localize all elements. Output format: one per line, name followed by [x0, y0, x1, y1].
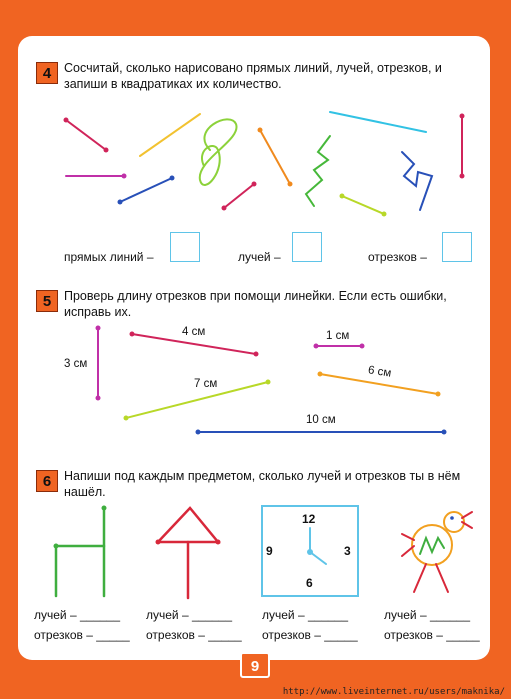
- rays-answer-2[interactable]: лучей – ______: [146, 608, 233, 622]
- segment-red: [66, 120, 106, 150]
- rays-answer-1[interactable]: лучей – ______: [34, 608, 121, 622]
- line-yellow: [140, 114, 200, 156]
- footer-url: http://www.liveinternet.ru/users/maknika/: [282, 687, 505, 697]
- length-label-10cm: 10 см: [306, 414, 336, 426]
- clock-12: 12: [302, 512, 316, 526]
- length-label-7cm: 7 см: [194, 378, 218, 390]
- page-number: 9: [240, 652, 270, 678]
- length-label-6cm: 6 см: [367, 364, 393, 380]
- broken-line-blue: [402, 152, 432, 210]
- answer-box-segments[interactable]: [442, 232, 472, 262]
- label-segments: отрезков –: [368, 250, 427, 264]
- task-5-text: Проверь длину отрезков при помощи линейки. Если есть ошибки, исправь их.: [64, 289, 447, 319]
- label-lines: прямых линий –: [64, 250, 154, 264]
- object-umbrella: [156, 508, 221, 598]
- label-rays: лучей –: [238, 250, 281, 264]
- task-6-text: Напиши под каждым предметом, сколько лучей и отрезков ты в нём нашёл.: [64, 469, 461, 499]
- segment-red-2: [224, 184, 254, 208]
- task-4-text: Сосчитай, сколько нарисовано прямых линий, лучей, отрезков, и запиши в квадратиках их количество.: [64, 61, 442, 91]
- rays-answer-3[interactable]: лучей – ______: [262, 608, 349, 622]
- segment-orange: [260, 130, 290, 184]
- clock-3: 3: [344, 544, 351, 558]
- segment-lime: [342, 196, 384, 214]
- segments-answer-4[interactable]: отрезков – _____: [384, 628, 480, 642]
- segment-blue: [120, 178, 172, 202]
- segments-answer-1[interactable]: отрезков – _____: [34, 628, 130, 642]
- task-4-number: 4: [36, 62, 58, 84]
- answer-box-rays[interactable]: [292, 232, 322, 262]
- task-6-number: 6: [36, 470, 58, 492]
- clock-6: 6: [306, 576, 313, 590]
- curve-green: [200, 119, 237, 185]
- rays-answer-4[interactable]: лучей – ______: [384, 608, 471, 622]
- object-bird: [402, 512, 472, 592]
- clock-9: 9: [266, 544, 273, 558]
- length-label-3cm: 3 см: [64, 358, 88, 370]
- answer-box-lines[interactable]: [170, 232, 200, 262]
- length-label-4cm: 4 см: [182, 326, 206, 338]
- segments-answer-3[interactable]: отрезков – _____: [262, 628, 358, 642]
- length-label-1cm: 1 см: [326, 330, 350, 342]
- segments-answer-2[interactable]: отрезков – _____: [146, 628, 242, 642]
- broken-line-green: [306, 136, 330, 206]
- object-h-shape: [54, 506, 107, 597]
- task-5-number: 5: [36, 290, 58, 312]
- line-cyan: [330, 112, 426, 132]
